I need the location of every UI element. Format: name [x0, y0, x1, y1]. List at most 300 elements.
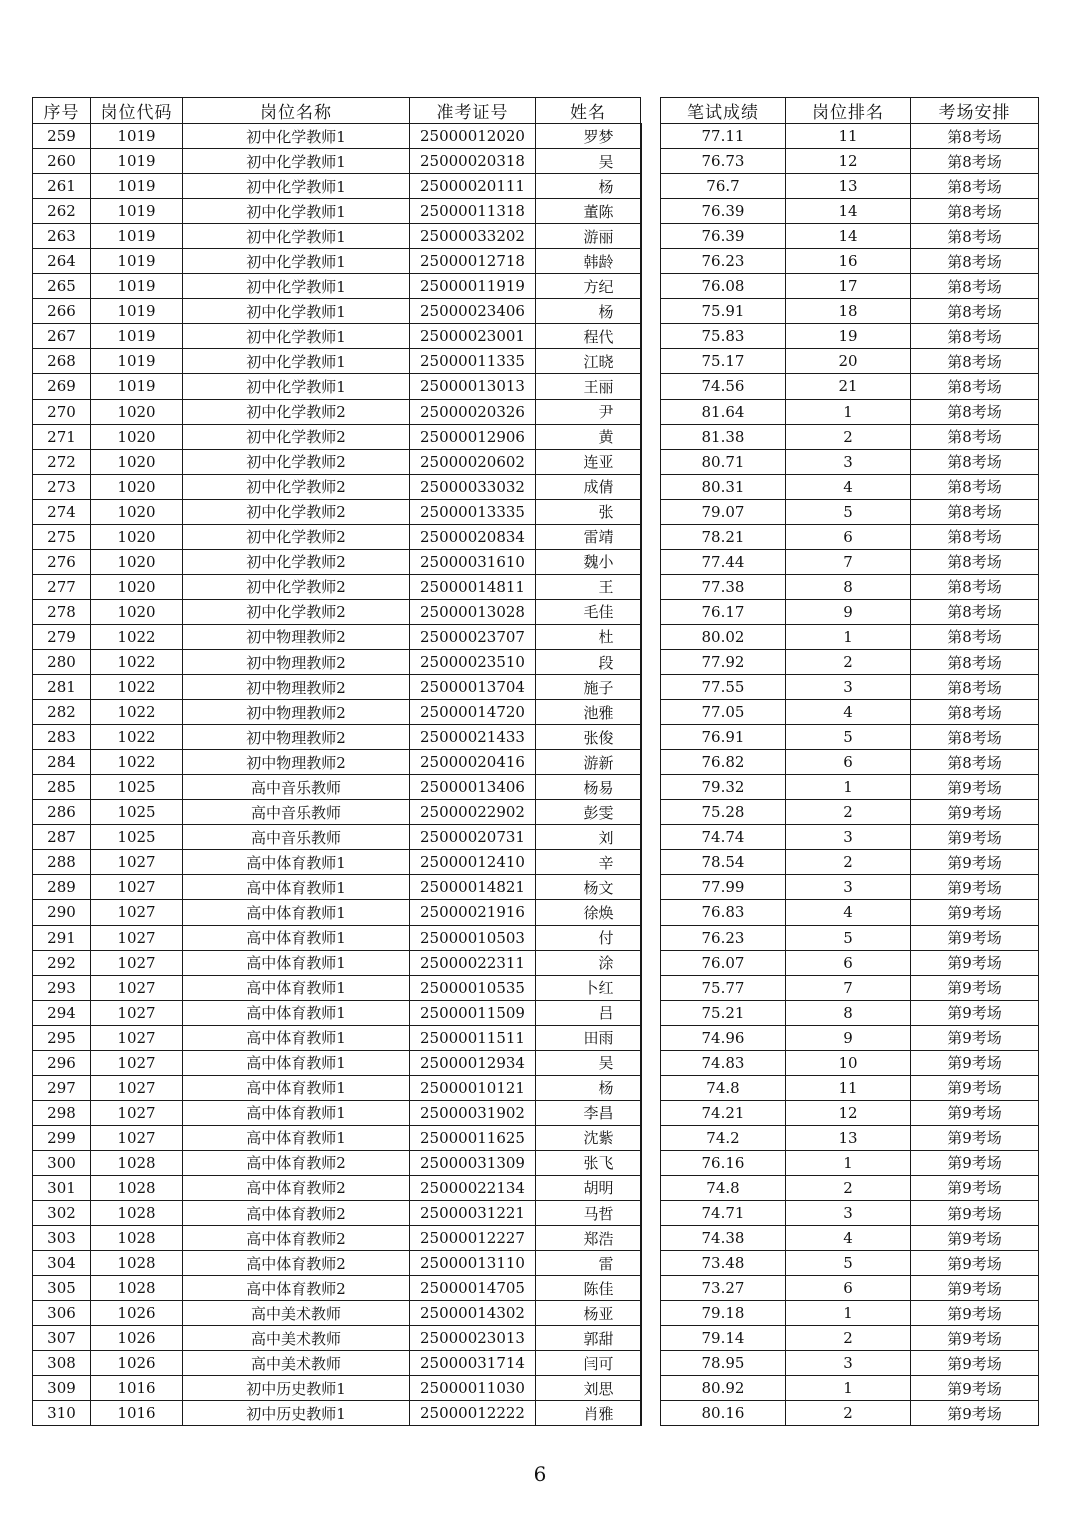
cell-exam-room: 第8考场: [911, 249, 1039, 274]
cell-exam-room: 第8考场: [911, 399, 1039, 424]
cell-exam-room: 第9考场: [911, 950, 1039, 975]
cell-index: 259: [33, 124, 91, 149]
cell-rank: 13: [786, 1125, 911, 1150]
cell-name: 徐焕: [536, 900, 641, 925]
cell-position-name: 初中化学教师2: [183, 424, 410, 449]
cell-position-name: 初中化学教师1: [183, 324, 410, 349]
cell-exam-room: 第8考场: [911, 324, 1039, 349]
cell-index: 273: [33, 474, 91, 499]
cell-rank: 6: [786, 1276, 911, 1301]
cell-exam-room: 第8考场: [911, 174, 1039, 199]
cell-index: 291: [33, 925, 91, 950]
cell-gap: [641, 499, 661, 524]
table-row: [33, 1351, 1039, 1376]
cell-ticket-number: 25000010535: [410, 975, 536, 1000]
cell-name: 郑浩: [536, 1226, 641, 1251]
cell-gap: [641, 1125, 661, 1150]
cell-ticket-number: 25000031714: [410, 1351, 536, 1376]
cell-written-score: 80.92: [661, 1376, 786, 1401]
cell-position-code: 1016: [91, 1376, 183, 1401]
cell-rank: 4: [786, 474, 911, 499]
header-exam-room: 考场安排: [911, 98, 1039, 124]
cell-gap: [641, 975, 661, 1000]
cell-index: 277: [33, 574, 91, 599]
cell-name: 李昌: [536, 1100, 641, 1125]
cell-ticket-number: 25000014720: [410, 700, 536, 725]
table-row: [33, 149, 1039, 174]
cell-position-name: 高中体育教师1: [183, 925, 410, 950]
cell-rank: 20: [786, 349, 911, 374]
cell-position-name: 初中物理教师2: [183, 700, 410, 725]
cell-written-score: 75.91: [661, 299, 786, 324]
cell-ticket-number: 25000022902: [410, 800, 536, 825]
cell-rank: 1: [786, 775, 911, 800]
cell-name: 杨: [536, 299, 641, 324]
cell-position-name: 高中美术教师: [183, 1301, 410, 1326]
cell-ticket-number: 25000022311: [410, 950, 536, 975]
table-row: [33, 649, 1039, 674]
cell-written-score: 77.55: [661, 675, 786, 700]
cell-exam-room: 第9考场: [911, 1100, 1039, 1125]
cell-gap: [641, 1276, 661, 1301]
cell-ticket-number: 25000011030: [410, 1376, 536, 1401]
table-row: [33, 1201, 1039, 1226]
cell-position-code: 1020: [91, 474, 183, 499]
cell-ticket-number: 25000022134: [410, 1175, 536, 1200]
cell-rank: 14: [786, 199, 911, 224]
cell-position-code: 1020: [91, 574, 183, 599]
table-row: [33, 1251, 1039, 1276]
cell-position-name: 初中化学教师1: [183, 224, 410, 249]
cell-index: 286: [33, 800, 91, 825]
cell-written-score: 80.31: [661, 474, 786, 499]
cell-exam-room: 第9考场: [911, 1276, 1039, 1301]
table-row: [33, 1075, 1039, 1100]
cell-index: 310: [33, 1401, 91, 1426]
cell-gap: [641, 149, 661, 174]
cell-name: 吴: [536, 149, 641, 174]
cell-exam-room: 第9考场: [911, 1125, 1039, 1150]
cell-gap: [641, 1075, 661, 1100]
cell-position-name: 初中化学教师1: [183, 124, 410, 149]
cell-gap: [641, 1100, 661, 1125]
cell-name: 辛: [536, 850, 641, 875]
cell-position-code: 1020: [91, 449, 183, 474]
cell-exam-room: 第8考场: [911, 124, 1039, 149]
cell-ticket-number: 25000011335: [410, 349, 536, 374]
table-row: [33, 1326, 1039, 1351]
cell-name: 刘思: [536, 1376, 641, 1401]
table-row: [33, 800, 1039, 825]
cell-position-code: 1027: [91, 1075, 183, 1100]
table-row: [33, 274, 1039, 299]
cell-position-code: 1019: [91, 274, 183, 299]
cell-index: 293: [33, 975, 91, 1000]
cell-ticket-number: 25000021916: [410, 900, 536, 925]
cell-position-name: 高中体育教师1: [183, 1050, 410, 1075]
cell-ticket-number: 25000020416: [410, 750, 536, 775]
cell-exam-room: 第8考场: [911, 199, 1039, 224]
cell-ticket-number: 25000012227: [410, 1226, 536, 1251]
cell-position-code: 1022: [91, 750, 183, 775]
cell-exam-room: 第9考场: [911, 850, 1039, 875]
cell-gap: [641, 1376, 661, 1401]
cell-ticket-number: 25000010121: [410, 1075, 536, 1100]
cell-index: 272: [33, 449, 91, 474]
cell-gap: [641, 249, 661, 274]
cell-position-code: 1027: [91, 1050, 183, 1075]
cell-index: 269: [33, 374, 91, 399]
table-row: [33, 624, 1039, 649]
cell-position-code: 1019: [91, 174, 183, 199]
cell-position-name: 初中化学教师2: [183, 449, 410, 474]
cell-rank: 3: [786, 875, 911, 900]
cell-gap: [641, 224, 661, 249]
cell-gap: [641, 374, 661, 399]
cell-gap: [641, 1326, 661, 1351]
cell-ticket-number: 25000023013: [410, 1326, 536, 1351]
cell-exam-room: 第9考场: [911, 825, 1039, 850]
cell-index: 299: [33, 1125, 91, 1150]
cell-position-name: 高中体育教师2: [183, 1175, 410, 1200]
table-row: [33, 249, 1039, 274]
cell-gap: [641, 124, 661, 149]
cell-rank: 6: [786, 524, 911, 549]
cell-index: 301: [33, 1175, 91, 1200]
cell-position-name: 初中化学教师2: [183, 599, 410, 624]
cell-index: 275: [33, 524, 91, 549]
table-row: [33, 224, 1039, 249]
cell-position-code: 1027: [91, 975, 183, 1000]
cell-rank: 5: [786, 725, 911, 750]
cell-gap: [641, 1351, 661, 1376]
table-row: [33, 199, 1039, 224]
cell-index: 281: [33, 675, 91, 700]
cell-written-score: 79.14: [661, 1326, 786, 1351]
cell-position-name: 高中体育教师2: [183, 1276, 410, 1301]
cell-name: 王: [536, 574, 641, 599]
cell-index: 298: [33, 1100, 91, 1125]
cell-position-code: 1027: [91, 925, 183, 950]
cell-position-name: 初中物理教师2: [183, 624, 410, 649]
cell-written-score: 80.02: [661, 624, 786, 649]
table-row: [33, 1401, 1039, 1426]
cell-index: 307: [33, 1326, 91, 1351]
cell-ticket-number: 25000021433: [410, 725, 536, 750]
table-row: [33, 524, 1039, 549]
cell-position-name: 高中体育教师1: [183, 850, 410, 875]
cell-index: 288: [33, 850, 91, 875]
cell-rank: 5: [786, 1251, 911, 1276]
cell-position-code: 1027: [91, 1025, 183, 1050]
cell-exam-room: 第9考场: [911, 925, 1039, 950]
cell-position-code: 1020: [91, 499, 183, 524]
cell-ticket-number: 25000031902: [410, 1100, 536, 1125]
cell-rank: 2: [786, 424, 911, 449]
cell-position-code: 1019: [91, 349, 183, 374]
cell-rank: 9: [786, 1025, 911, 1050]
cell-exam-room: 第9考场: [911, 1376, 1039, 1401]
cell-ticket-number: 25000013013: [410, 374, 536, 399]
cell-written-score: 76.82: [661, 750, 786, 775]
cell-name: 闫可: [536, 1351, 641, 1376]
table-row: [33, 700, 1039, 725]
cell-rank: 1: [786, 1150, 911, 1175]
cell-rank: 3: [786, 449, 911, 474]
cell-rank: 7: [786, 549, 911, 574]
cell-exam-room: 第8考场: [911, 649, 1039, 674]
table-row: [33, 875, 1039, 900]
cell-written-score: 76.91: [661, 725, 786, 750]
cell-rank: 18: [786, 299, 911, 324]
cell-gap: [641, 524, 661, 549]
cell-position-name: 初中化学教师1: [183, 374, 410, 399]
cell-position-code: 1027: [91, 950, 183, 975]
cell-written-score: 76.39: [661, 224, 786, 249]
cell-written-score: 76.83: [661, 900, 786, 925]
cell-ticket-number: 25000012934: [410, 1050, 536, 1075]
cell-name: 沈紫: [536, 1125, 641, 1150]
cell-ticket-number: 25000023001: [410, 324, 536, 349]
score-table: [32, 97, 1039, 1426]
cell-written-score: 79.32: [661, 775, 786, 800]
cell-position-code: 1020: [91, 524, 183, 549]
table-row: [33, 850, 1039, 875]
cell-gap: [641, 349, 661, 374]
cell-rank: 1: [786, 1301, 911, 1326]
cell-position-code: 1016: [91, 1401, 183, 1426]
header-position-name: 岗位名称: [183, 98, 410, 124]
cell-position-name: 高中体育教师1: [183, 1100, 410, 1125]
cell-position-code: 1027: [91, 900, 183, 925]
cell-position-name: 初中化学教师2: [183, 549, 410, 574]
cell-index: 274: [33, 499, 91, 524]
cell-rank: 2: [786, 649, 911, 674]
cell-ticket-number: 25000023707: [410, 624, 536, 649]
cell-index: 296: [33, 1050, 91, 1075]
cell-ticket-number: 25000020834: [410, 524, 536, 549]
cell-written-score: 81.38: [661, 424, 786, 449]
cell-name: 池雅: [536, 700, 641, 725]
cell-position-code: 1022: [91, 725, 183, 750]
cell-rank: 1: [786, 1376, 911, 1401]
cell-exam-room: 第9考场: [911, 1326, 1039, 1351]
cell-rank: 6: [786, 750, 911, 775]
cell-name: 程代: [536, 324, 641, 349]
table-row: [33, 825, 1039, 850]
cell-position-name: 初中历史教师1: [183, 1376, 410, 1401]
table-row: [33, 374, 1039, 399]
cell-ticket-number: 25000011625: [410, 1125, 536, 1150]
cell-gap: [641, 1175, 661, 1200]
cell-position-code: 1027: [91, 875, 183, 900]
cell-index: 304: [33, 1251, 91, 1276]
cell-position-code: 1025: [91, 775, 183, 800]
cell-position-code: 1019: [91, 324, 183, 349]
cell-ticket-number: 25000013335: [410, 499, 536, 524]
cell-exam-room: 第8考场: [911, 574, 1039, 599]
cell-exam-room: 第9考场: [911, 775, 1039, 800]
cell-position-code: 1026: [91, 1326, 183, 1351]
cell-position-name: 初中物理教师2: [183, 725, 410, 750]
cell-index: 261: [33, 174, 91, 199]
cell-index: 264: [33, 249, 91, 274]
cell-position-code: 1022: [91, 649, 183, 674]
cell-position-name: 高中体育教师2: [183, 1201, 410, 1226]
cell-index: 303: [33, 1226, 91, 1251]
cell-position-name: 初中化学教师2: [183, 399, 410, 424]
cell-name: 游新: [536, 750, 641, 775]
cell-index: 285: [33, 775, 91, 800]
cell-gap: [641, 725, 661, 750]
cell-ticket-number: 25000013110: [410, 1251, 536, 1276]
cell-written-score: 74.74: [661, 825, 786, 850]
table-row: [33, 1175, 1039, 1200]
cell-name: 杨: [536, 174, 641, 199]
cell-rank: 3: [786, 825, 911, 850]
cell-rank: 7: [786, 975, 911, 1000]
cell-position-code: 1026: [91, 1351, 183, 1376]
cell-exam-room: 第8考场: [911, 149, 1039, 174]
cell-written-score: 76.07: [661, 950, 786, 975]
cell-gap: [641, 1251, 661, 1276]
cell-rank: 9: [786, 599, 911, 624]
cell-rank: 5: [786, 499, 911, 524]
cell-gap: [641, 199, 661, 224]
cell-exam-room: 第9考场: [911, 900, 1039, 925]
cell-ticket-number: 25000013406: [410, 775, 536, 800]
cell-ticket-number: 25000013704: [410, 675, 536, 700]
cell-ticket-number: 25000020111: [410, 174, 536, 199]
cell-name: 雷靖: [536, 524, 641, 549]
cell-position-name: 高中体育教师1: [183, 1075, 410, 1100]
cell-rank: 2: [786, 1326, 911, 1351]
cell-gap: [641, 1301, 661, 1326]
cell-exam-room: 第8考场: [911, 299, 1039, 324]
cell-ticket-number: 25000014811: [410, 574, 536, 599]
cell-written-score: 76.17: [661, 599, 786, 624]
cell-index: 289: [33, 875, 91, 900]
cell-rank: 10: [786, 1050, 911, 1075]
page-number: 6: [533, 1462, 547, 1486]
cell-gap: [641, 1000, 661, 1025]
cell-gap: [641, 424, 661, 449]
cell-position-code: 1019: [91, 299, 183, 324]
table-row: [33, 499, 1039, 524]
cell-name: 段: [536, 649, 641, 674]
cell-exam-room: 第9考场: [911, 975, 1039, 1000]
cell-ticket-number: 25000012222: [410, 1401, 536, 1426]
cell-rank: 2: [786, 850, 911, 875]
cell-written-score: 79.18: [661, 1301, 786, 1326]
cell-rank: 12: [786, 1100, 911, 1125]
cell-gap: [641, 950, 661, 975]
header-row: [33, 98, 1039, 124]
cell-position-code: 1019: [91, 149, 183, 174]
cell-gap: [641, 624, 661, 649]
cell-position-code: 1027: [91, 850, 183, 875]
cell-ticket-number: 25000020318: [410, 149, 536, 174]
table-row: [33, 725, 1039, 750]
cell-gap: [641, 399, 661, 424]
cell-ticket-number: 25000023406: [410, 299, 536, 324]
cell-name: 董陈: [536, 199, 641, 224]
cell-written-score: 75.17: [661, 349, 786, 374]
cell-position-name: 高中体育教师1: [183, 900, 410, 925]
cell-written-score: 81.64: [661, 399, 786, 424]
cell-position-code: 1020: [91, 549, 183, 574]
cell-ticket-number: 25000011509: [410, 1000, 536, 1025]
header-position-code: 岗位代码: [91, 98, 183, 124]
cell-ticket-number: 25000011511: [410, 1025, 536, 1050]
cell-name: 张飞: [536, 1150, 641, 1175]
cell-position-code: 1022: [91, 675, 183, 700]
cell-position-name: 初中化学教师1: [183, 249, 410, 274]
cell-name: 杜: [536, 624, 641, 649]
cell-position-code: 1019: [91, 124, 183, 149]
cell-index: 306: [33, 1301, 91, 1326]
cell-name: 刘: [536, 825, 641, 850]
cell-position-code: 1022: [91, 700, 183, 725]
cell-exam-room: 第9考场: [911, 1226, 1039, 1251]
table-row: [33, 1050, 1039, 1075]
cell-index: 287: [33, 825, 91, 850]
cell-exam-room: 第8考场: [911, 349, 1039, 374]
cell-name: 成倩: [536, 474, 641, 499]
table-body: [33, 124, 1039, 1426]
cell-rank: 2: [786, 800, 911, 825]
cell-name: 黄: [536, 424, 641, 449]
cell-index: 271: [33, 424, 91, 449]
cell-ticket-number: 25000031610: [410, 549, 536, 574]
cell-position-name: 高中音乐教师: [183, 775, 410, 800]
cell-ticket-number: 25000023510: [410, 649, 536, 674]
cell-exam-room: 第8考场: [911, 750, 1039, 775]
cell-exam-room: 第8考场: [911, 624, 1039, 649]
cell-written-score: 77.92: [661, 649, 786, 674]
cell-name: 胡明: [536, 1175, 641, 1200]
cell-position-code: 1026: [91, 1301, 183, 1326]
cell-written-score: 78.21: [661, 524, 786, 549]
cell-written-score: 74.8: [661, 1175, 786, 1200]
cell-gap: [641, 299, 661, 324]
cell-rank: 12: [786, 149, 911, 174]
cell-rank: 2: [786, 1175, 911, 1200]
table-row: [33, 399, 1039, 424]
cell-written-score: 76.73: [661, 149, 786, 174]
cell-position-name: 高中体育教师1: [183, 1125, 410, 1150]
cell-position-name: 高中体育教师2: [183, 1251, 410, 1276]
cell-gap: [641, 1050, 661, 1075]
cell-rank: 17: [786, 274, 911, 299]
cell-written-score: 74.8: [661, 1075, 786, 1100]
cell-position-code: 1028: [91, 1150, 183, 1175]
cell-index: 300: [33, 1150, 91, 1175]
cell-written-score: 74.83: [661, 1050, 786, 1075]
table-row: [33, 1125, 1039, 1150]
cell-exam-room: 第9考场: [911, 1000, 1039, 1025]
cell-exam-room: 第9考场: [911, 1301, 1039, 1326]
cell-written-score: 73.27: [661, 1276, 786, 1301]
cell-index: 282: [33, 700, 91, 725]
cell-index: 290: [33, 900, 91, 925]
cell-rank: 13: [786, 174, 911, 199]
cell-position-name: 初中化学教师2: [183, 574, 410, 599]
cell-gap: [641, 800, 661, 825]
cell-name: 尹: [536, 399, 641, 424]
cell-position-code: 1019: [91, 199, 183, 224]
cell-written-score: 74.71: [661, 1201, 786, 1226]
